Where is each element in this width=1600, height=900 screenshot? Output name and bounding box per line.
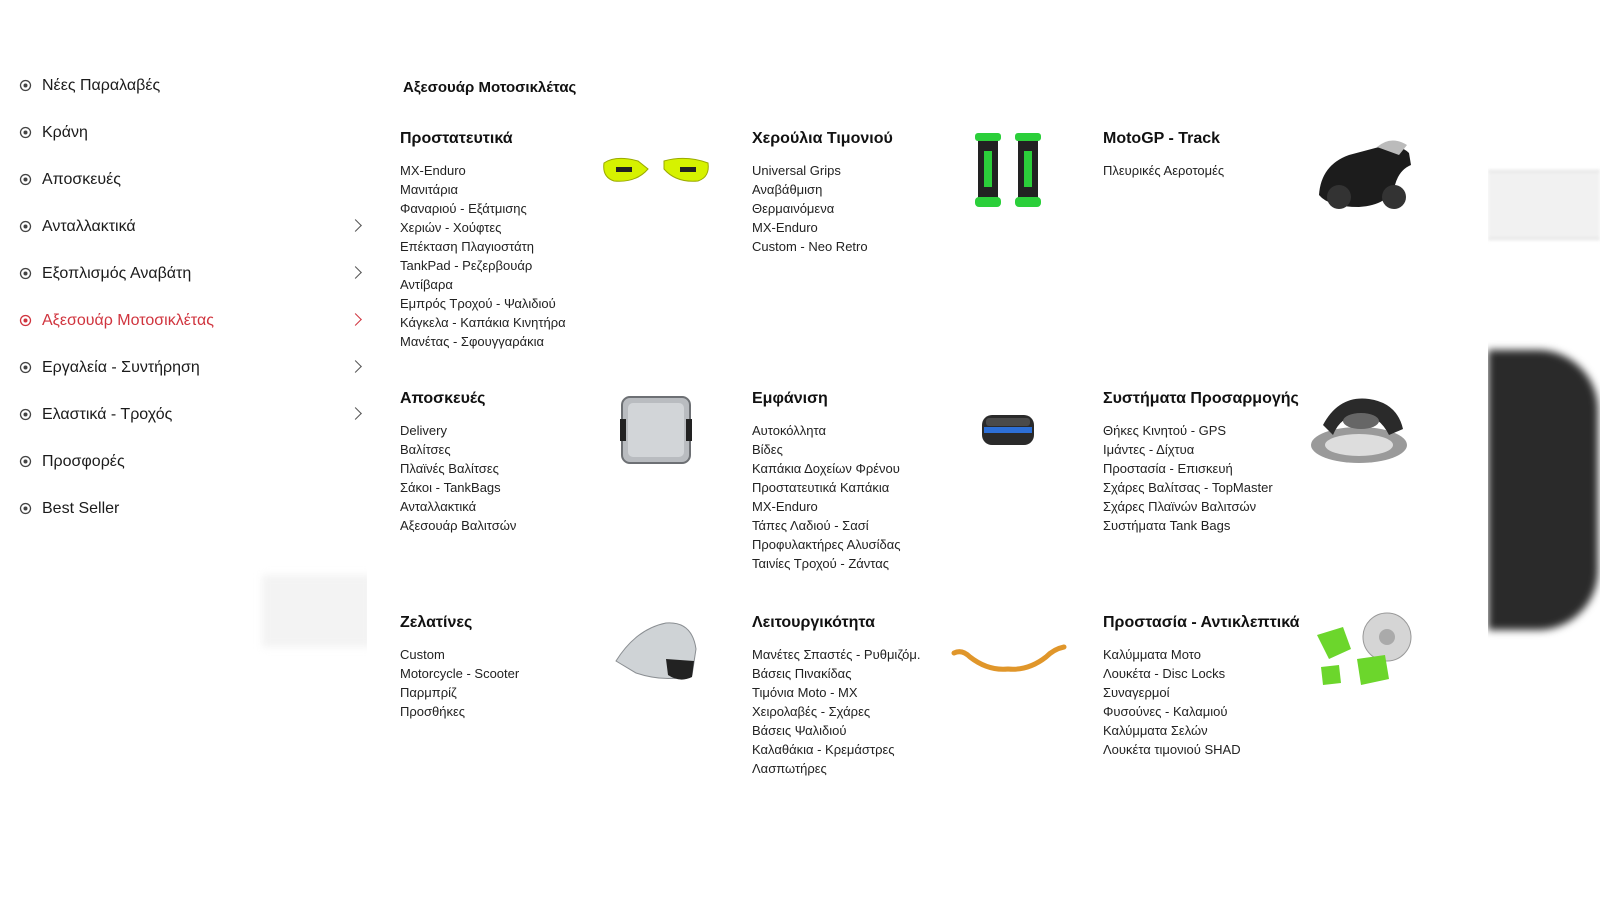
category-link[interactable]: Universal Grips: [752, 163, 841, 178]
category-link[interactable]: Θερμαινόμενα: [752, 201, 835, 216]
category-link[interactable]: Μανιτάρια: [400, 182, 458, 197]
category-link[interactable]: Θήκες Κινητού - GPS: [1103, 423, 1227, 438]
sidebar-item-label: Εξοπλισμός Αναβάτη: [42, 264, 192, 282]
category-link[interactable]: Συστήματα Tank Bags: [1103, 518, 1231, 533]
category-link[interactable]: Πλαϊνές Βαλίτσες: [400, 461, 499, 476]
category-link[interactable]: Σάκοι - TankBags: [400, 480, 501, 495]
category-link[interactable]: TankPad - Ρεζερβουάρ: [400, 258, 533, 273]
category-link[interactable]: Motorcycle - Scooter: [400, 666, 520, 681]
category-link[interactable]: Σχάρες Πλαϊνών Βαλιτσών: [1103, 499, 1257, 514]
chevron-right-icon[interactable]: [349, 266, 362, 279]
category-link[interactable]: Ταινίες Τροχού - Ζάντας: [752, 556, 890, 571]
chevron-right-icon[interactable]: [349, 219, 362, 232]
disc-lock-image[interactable]: [1299, 609, 1419, 699]
sidebar-item[interactable]: [16, 485, 366, 532]
category-title[interactable]: Λειτουργικότητα: [752, 614, 875, 631]
sidebar-item-label: Αξεσουάρ Μοτοσικλέτας: [42, 311, 214, 329]
sidebar-item[interactable]: [16, 156, 366, 203]
category-link[interactable]: Εμπρός Τροχού - Ψαλιδιού: [400, 296, 556, 311]
circle-dot-icon: [19, 408, 32, 421]
category-link[interactable]: Τιμόνια Moto - MX: [752, 685, 858, 700]
category-link[interactable]: MX-Enduro: [752, 499, 818, 514]
category-link[interactable]: Αυτοκόλλητα: [752, 423, 826, 438]
mega-menu-panel: [367, 60, 1488, 840]
sidebar-item-label: Ελαστικά - Τροχός: [42, 405, 173, 423]
sidebar-item-label: Κράνη: [42, 123, 88, 141]
motorcycle-winglets-image[interactable]: [1299, 125, 1419, 215]
category-link[interactable]: Χειρολαβές - Σχάρες: [752, 704, 871, 719]
category-link[interactable]: MX-Enduro: [400, 163, 466, 178]
sidebar-item[interactable]: [16, 109, 366, 156]
category-link[interactable]: Custom: [400, 647, 445, 662]
category-link[interactable]: Κάγκελα - Καπάκια Κινητήρα: [400, 315, 566, 330]
sidebar-item[interactable]: [16, 203, 366, 250]
category-link[interactable]: Βάσεις Ψαλιδιού: [752, 723, 847, 738]
category-title[interactable]: Ζελατίνες: [400, 614, 473, 631]
sidebar-item-label: Προσφορές: [42, 452, 125, 470]
category-link[interactable]: Προφυλακτήρες Αλυσίδας: [752, 537, 901, 552]
chevron-right-icon[interactable]: [349, 360, 362, 373]
category-link[interactable]: Μανέτας - Σφουγγαράκια: [400, 334, 545, 349]
category-title[interactable]: Εμφάνιση: [752, 390, 828, 407]
background-product-panel: [262, 575, 372, 647]
category-link[interactable]: Πλευρικές Αεροτομές: [1103, 163, 1225, 178]
sidebar-item[interactable]: [16, 297, 366, 344]
category-link[interactable]: Ιμάντες - Δίχτυα: [1103, 442, 1195, 457]
sidebar-item-label: Νέες Παραλαβές: [42, 76, 161, 94]
category-link[interactable]: Λουκέτα - Disc Locks: [1103, 666, 1226, 681]
category-link[interactable]: Προσθήκες: [400, 704, 466, 719]
mega-menu-title: Αξεσουάρ Μοτοσικλέτας: [403, 79, 577, 96]
sidebar-item[interactable]: [16, 391, 366, 438]
category-title[interactable]: Προστατευτικά: [400, 130, 513, 147]
category-link[interactable]: Παρμπρίζ: [400, 685, 457, 700]
category-link[interactable]: Φαναριού - Εξάτμισης: [400, 201, 527, 216]
category-link[interactable]: MX-Enduro: [752, 220, 818, 235]
category-link[interactable]: Αξεσουάρ Βαλιτσών: [400, 518, 517, 533]
chevron-right-icon[interactable]: [349, 407, 362, 420]
handguards-image[interactable]: [596, 125, 716, 215]
sidebar-item-label: Εργαλεία - Συντήρηση: [42, 358, 200, 376]
category-sidebar: [16, 62, 366, 532]
sidebar-item-label: Best Seller: [42, 499, 120, 517]
category-link[interactable]: Βάσεις Πινακίδας: [752, 666, 852, 681]
sidebar-item[interactable]: [16, 62, 366, 109]
circle-dot-icon: [19, 267, 32, 280]
category-link[interactable]: Αντίβαρα: [400, 277, 453, 292]
category-link[interactable]: Καλύμματα Σελών: [1103, 723, 1208, 738]
category-link[interactable]: Σχάρες Βαλίτσας - TopMaster: [1103, 480, 1273, 495]
sidebar-item-label: Αποσκευές: [42, 170, 121, 188]
category-link[interactable]: Καλαθάκια - Κρεμάστρες: [752, 742, 895, 757]
category-link[interactable]: Καπάκια Δοχείων Φρένου: [752, 461, 900, 476]
category-title[interactable]: Αποσκευές: [400, 390, 486, 407]
circle-dot-icon: [19, 314, 32, 327]
category-title[interactable]: Χερούλια Τιμονιού: [752, 130, 893, 147]
sidebar-item-label: Ανταλλακτικά: [42, 217, 136, 235]
background-product-image: [1488, 350, 1598, 630]
side-case-image[interactable]: [596, 385, 716, 475]
sidebar-item[interactable]: [16, 344, 366, 391]
category-link[interactable]: Φυσούνες - Καλαμιού: [1103, 704, 1228, 719]
category-link[interactable]: Βαλίτσες: [400, 442, 451, 457]
background-pagination-strip: [1488, 170, 1600, 240]
category-title[interactable]: Συστήματα Προσαρμογής: [1103, 390, 1299, 407]
circle-dot-icon: [19, 173, 32, 186]
sidebar-item[interactable]: [16, 438, 366, 485]
category-link[interactable]: Βίδες: [752, 442, 783, 457]
circle-dot-icon: [19, 455, 32, 468]
category-link[interactable]: Συναγερμοί: [1103, 685, 1170, 700]
category-link[interactable]: Επέκταση Πλαγιοστάτη: [400, 239, 534, 254]
circle-dot-icon: [19, 502, 32, 515]
category-title[interactable]: MotoGP - Track: [1103, 130, 1221, 147]
category-link[interactable]: Ανταλλακτικά: [400, 499, 477, 514]
handlebar-image[interactable]: [948, 609, 1068, 699]
reservoir-cap-image[interactable]: [948, 385, 1068, 475]
category-link[interactable]: Προστασία - Επισκευή: [1103, 461, 1233, 476]
category-link[interactable]: Χεριών - Χούφτες: [400, 220, 502, 235]
circle-dot-icon: [19, 79, 32, 92]
windscreen-image[interactable]: [596, 609, 716, 699]
category-link[interactable]: Προστατευτικά Καπάκια: [752, 480, 890, 495]
category-link[interactable]: Μανέτες Σπαστές - Ρυθμιζόμ.: [752, 647, 921, 662]
chevron-right-icon[interactable]: [349, 313, 362, 326]
category-link[interactable]: Καλύμματα Μοτο: [1103, 647, 1201, 662]
category-link[interactable]: Λασπωτήρες: [752, 761, 827, 776]
grips-image[interactable]: [948, 125, 1068, 215]
category-link[interactable]: Custom - Neo Retro: [752, 239, 868, 254]
category-title[interactable]: Προστασία - Αντικλεπτικά: [1103, 614, 1300, 631]
sidebar-item[interactable]: [16, 250, 366, 297]
circle-dot-icon: [19, 220, 32, 233]
category-link[interactable]: Λουκέτα τιμονιού SHAD: [1103, 742, 1241, 757]
category-link[interactable]: Τάπες Λαδιού - Σασί: [752, 518, 869, 533]
circle-dot-icon: [19, 361, 32, 374]
category-link[interactable]: Αναβάθμιση: [752, 182, 823, 197]
tank-ring-image[interactable]: [1299, 385, 1419, 475]
category-link[interactable]: Delivery: [400, 423, 447, 438]
circle-dot-icon: [19, 126, 32, 139]
